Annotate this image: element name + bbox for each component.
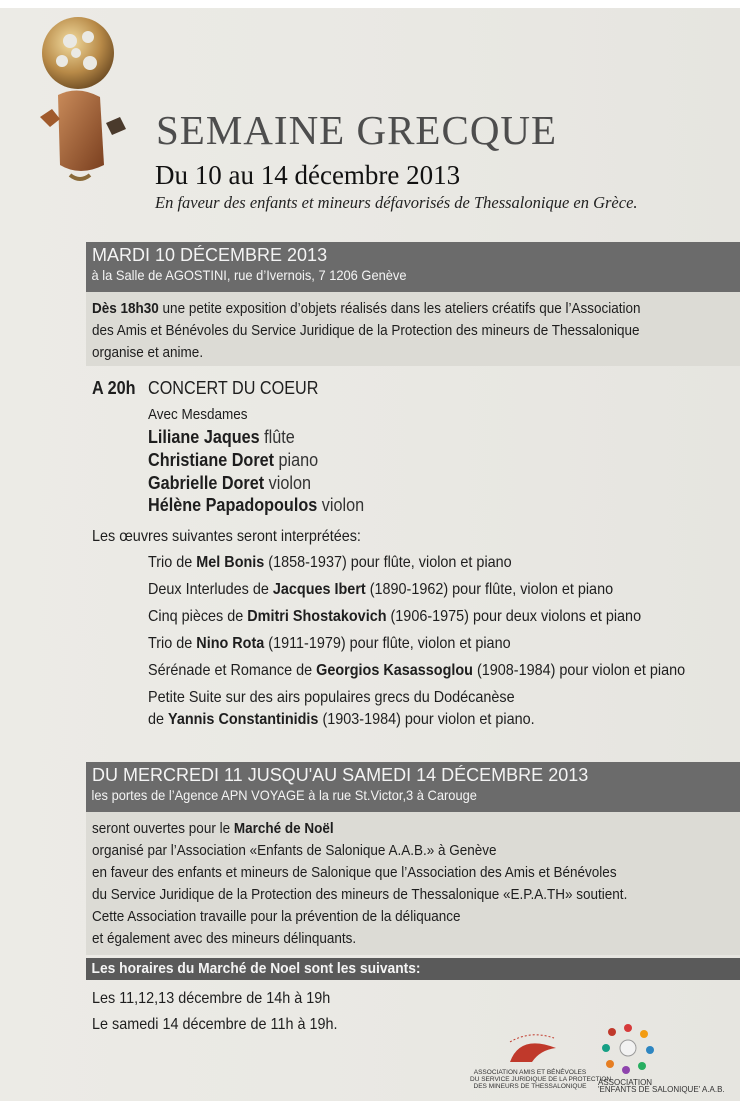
performer-instrument: violon	[268, 473, 311, 493]
market-line-2: organisé par l’Association «Enfants de Salonique A.A.B.» à Genève	[92, 842, 497, 859]
market-line-5: Cette Association travaille pour la prévention de la déliquance	[92, 908, 461, 925]
performer-instrument: piano	[278, 450, 319, 470]
amis-benevoles-logo-icon	[470, 1028, 590, 1064]
works-intro: Les œuvres suivantes seront interprétées:	[92, 528, 361, 545]
work-item	[148, 633, 511, 655]
work-pre: Cinq pièces de	[148, 608, 248, 625]
hours-line-2: Le samedi 14 décembre de 11h à 19h.	[92, 1016, 338, 1033]
work-post: (1903-1984) pour violon et piano.	[318, 711, 535, 728]
amis-logo-line-2: DU SERVICE JURIDIQUE DE LA PROTECTION	[470, 1076, 612, 1083]
concert-time: A 20h	[92, 378, 136, 398]
market-name: Marché de Noël	[233, 820, 334, 837]
amis-logo-line-1: ASSOCIATION AMIS ET BÉNÉVOLES	[473, 1069, 587, 1076]
market-line-4: du Service Juridique de la Protection des mineurs de Thessalonique «E.P.A.TH» soutient.	[92, 886, 628, 903]
event-dates: Du 10 au 14 décembre 2013	[155, 160, 461, 190]
performer-name: Christiane Doret	[148, 450, 275, 470]
work-post: (1890-1962) pour flûte, violon et piano	[365, 581, 614, 598]
work-pre: Sérénade et Romance de	[148, 662, 317, 679]
work-composer: Georgios Kasassoglou	[316, 662, 473, 679]
concert-title: CONCERT DU COEUR	[148, 378, 319, 398]
work-composer: Yannis Constantinidis	[168, 711, 319, 728]
day1-venue: à la Salle de AGOSTINI, rue d’Ivernois, 7 1206 Genève	[91, 267, 407, 283]
enfants-logo-line-2: 'ENFANTS DE SALONIQUE' A.A.B.	[598, 1085, 725, 1094]
work-last-line-1: Petite Suite sur des airs populaires grecs du Dodécanèse	[148, 689, 515, 706]
work-pre: Deux Interludes de	[148, 581, 273, 598]
market-text: seront ouvertes pour le	[92, 820, 234, 837]
day2-header-band	[86, 762, 740, 812]
work-last-line-2	[148, 709, 535, 731]
work-post: (1908-1984) pour violon et piano	[472, 662, 686, 679]
work-pre: Trio de	[148, 554, 197, 571]
enfants-logo-line-1: ASSOCIATION	[598, 1078, 653, 1087]
work-post: (1906-1975) pour deux violons et piano	[386, 608, 642, 625]
day2-venue: les portes de l’Agence APN VOYAGE à la rue St.Victor,3 à Carouge	[91, 787, 477, 803]
performer-3	[148, 472, 311, 494]
work-pre: de	[148, 711, 169, 728]
hours-heading: Les horaires du Marché de Noel sont les suivants:	[91, 960, 421, 977]
day1-heading: MARDI 10 DÉCEMBRE 2013	[92, 245, 328, 265]
work-composer: Mel Bonis	[196, 554, 265, 571]
greek-emblem-icon	[40, 5, 140, 185]
market-line-3: en faveur des enfants et mineurs de Salonique que l’Association des Amis et Bénévoles	[92, 864, 617, 881]
page-title: SEMAINE GRECQUE	[156, 107, 558, 153]
market-line-1	[92, 818, 334, 840]
performer-name: Gabrielle Doret	[148, 473, 265, 493]
hours-line-1: Les 11,12,13 décembre de 14h à 19h	[92, 990, 331, 1007]
event-subtitle: En faveur des enfants et mineurs défavorisés de Thessalonique en Grèce.	[155, 193, 638, 212]
enfants-salonique-logo-icon	[598, 1022, 658, 1074]
work-composer: Nino Rota	[196, 635, 265, 652]
work-pre: Trio de	[148, 635, 197, 652]
expo-line-2: des Amis et Bénévoles du Service Juridique de la Protection des mineurs de Thessalonique	[92, 322, 640, 339]
performer-instrument: violon	[321, 495, 365, 515]
expo-line-3: organise et anime.	[92, 344, 204, 361]
amis-logo-line-3: DES MINEURS DE THESSALONIQUE	[473, 1083, 587, 1090]
performer-1	[148, 426, 295, 448]
concert-with: Avec Mesdames	[148, 406, 248, 423]
market-line-6: et également avec des mineurs délinquants.	[92, 930, 357, 947]
performer-2	[148, 449, 318, 471]
performer-name: Liliane Jaques	[148, 427, 260, 447]
work-composer: Jacques Ibert	[272, 581, 366, 598]
work-post: (1858-1937) pour flûte, violon et piano	[264, 554, 512, 571]
work-post: (1911-1979) pour flûte, violon et piano	[264, 635, 511, 652]
day2-heading: DU MERCREDI 11 JUSQU'AU SAMEDI 14 DÉCEMBRE 2013	[92, 765, 589, 785]
hours-header-band	[86, 958, 740, 980]
work-item	[148, 606, 641, 628]
work-item	[148, 579, 613, 601]
expo-text-1: une petite exposition d’objets réalisés dans les ateliers créatifs que l’Association	[162, 300, 641, 317]
work-item	[148, 660, 685, 682]
amis-benevoles-logo	[470, 1028, 612, 1090]
performer-name: Hélène Papadopoulos	[148, 495, 318, 515]
performer-instrument: flûte	[264, 427, 295, 447]
day1-header-band	[86, 242, 740, 292]
work-item	[148, 552, 512, 574]
expo-time: Dès 18h30	[92, 300, 159, 317]
work-composer: Dmitri Shostakovich	[247, 608, 387, 625]
performer-4	[148, 494, 364, 516]
enfants-salonique-logo	[598, 1022, 738, 1094]
expo-line-1	[92, 298, 641, 320]
